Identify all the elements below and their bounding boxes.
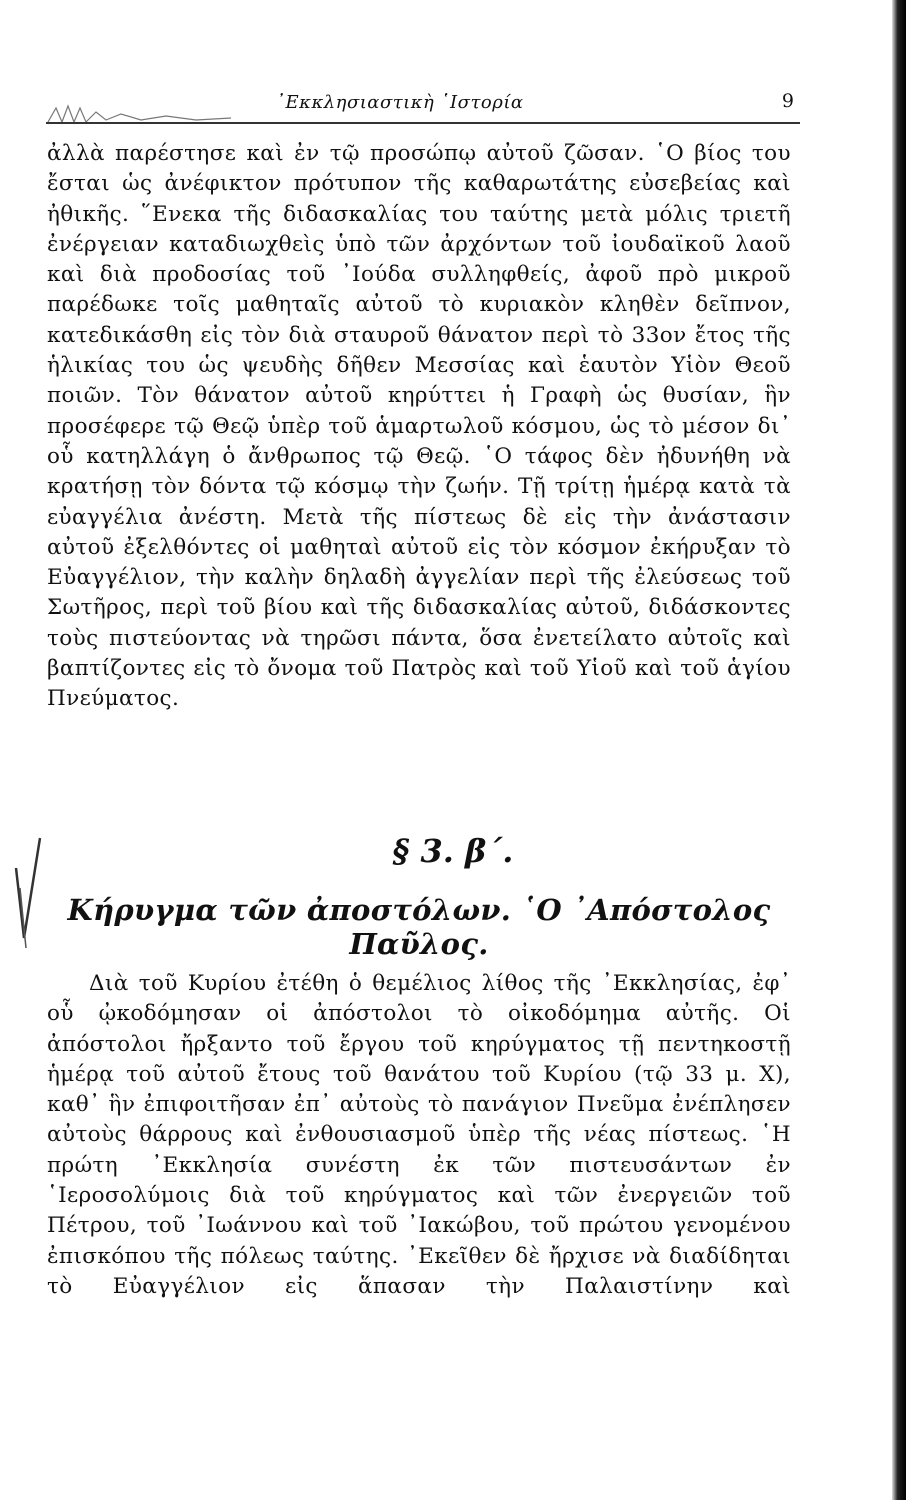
running-title: ᾿Εκκλησιαστικὴ ῾Ιστορία [276, 92, 524, 113]
header-rule [46, 122, 800, 124]
running-header [46, 88, 800, 128]
body-paragraph-2: Διὰ τοῦ Κυρίου ἐτέθη ὁ θεμέλιος λίθος τῆς ᾿Εκκλησίας, ἐφ᾿ οὗ ᾠκοδόμησαν οἱ ἀπόστολοι τὸ οἰκοδόμημα αὐτῆς. Οἱ ἀπόστολοι ἤρξαντο τοῦ ἔργου τοῦ κηρύγματος τῇ πεντηκοστῇ ἡμέρᾳ τοῦ αὐτοῦ ἔτους τοῦ θανάτου τοῦ Κυρίου (τῷ 33 μ. Χ), καθ᾿ ἣν ἐπιφοιτῆσαν ἐπ᾿ αὐτοὺς τὸ πανάγιον Πνεῦμα ἐνέπλησεν αὐτοὺς θάρρους καὶ ἐνθουσιασμοῦ ὑπὲρ τῆς νέας πίστεως. ῾Η πρώτη ᾿Εκκλησία συνέστη ἐκ τῶν πιστευσάντων ἐν ῾Ιεροσολύμοις διὰ τοῦ κηρύγματος καὶ τῶν ἐνεργειῶν τοῦ Πέτρου, τοῦ ᾿Ιωάννου καὶ τοῦ ᾿Ιακώβου, τοῦ πρώτου γενομένου ἐπισκόπου τῆς πόλεως ταύτης. ᾿Εκεῖθεν δὲ ἤρχισε νὰ διαδίδηται τὸ Εὐαγγέλιον εἰς ἅπασαν τὴν Παλαιστίνην καὶ [47, 971, 791, 1299]
body-paragraph-1: ἀλλὰ παρέστησε καὶ ἐν τῷ προσώπῳ αὐτοῦ ζῶσαν. ῾Ο βίος του ἔσται ὡς ἀνέφικτον πρότυπον τῆς καθαρωτάτης εὐσεβείας καὶ ἠθικῆς. ῞Ενεκα τῆς διδασκαλίας του ταύτης μετὰ μόλις τριετῆ ἐνέργειαν καταδιωχθεὶς ὑπὸ τῶν ἀρχόντων τοῦ ἰουδαϊκοῦ λαοῦ καὶ διὰ προδοσίας τοῦ ᾿Ιούδα συλληφθείς, ἀφοῦ πρὸ μικροῦ παρέδωκε τοῖς μαθηταῖς αὐτοῦ τὸ κυριακὸν κληθὲν δεῖπνον, κατεδικάσθη εἰς τὸν διὰ σταυροῦ θάνατον περὶ τὸ 33ον ἔτος τῆς ἡλικίας του ὡς ψευδὴς δῆθεν Μεσσίας καὶ ἑαυτὸν Υἱὸν Θεοῦ ποιῶν. Τὸν θάνατον αὐτοῦ κηρύττει ἡ Γραφὴ ὡς θυσίαν, ἣν προσέφερε τῷ Θεῷ ὑπὲρ τοῦ ἁμαρτωλοῦ κόσμου, ὡς τὸ μέσον δι᾿ οὗ κατηλλάγη ὁ ἄνθρωπος τῷ Θεῷ. ῾Ο τάφος δὲν ἠδυνήθη νὰ κρατήσῃ τὸν δόντα τῷ κόσμῳ τὴν ζωήν. Τῇ τρίτῃ ἡμέρᾳ κατὰ τὰ εὐαγγέλια ἀνέστη. Μετὰ τῆς πίστεως δὲ εἰς τὴν ἀνάστασιν αὐτοῦ ἐξελθόντες οἱ μαθηταὶ αὐτοῦ εἰς τὸν κόσμον ἐκήρυξαν τὸ Εὐαγγέλιον, τὴν καλὴν δηλαδὴ ἀγγελίαν περὶ τῆς ἐλεύσεως τοῦ Σωτῆρος, περὶ τοῦ βίου καὶ τῆς διδασκαλίας αὐτοῦ, διδάσκοντες τοὺς πιστεύοντας νὰ τηρῶσι πάντα, ὅσα ἐνετείλατο αὐτοῖς καὶ βαπτίζοντες εἰς τὸ ὄνομα τοῦ Πατρὸς καὶ τοῦ Υἱοῦ καὶ τοῦ ἁγίου Πνεύματος. [47, 141, 791, 712]
section-title: Κήρυγμα τῶν ἀποστόλων. ῾Ο ᾿Απόστολος Παῦλος. [67, 893, 771, 961]
section-number: § 3. β΄. [392, 832, 514, 870]
page-number: 9 [781, 90, 794, 112]
page-edge-shadow [892, 0, 906, 1500]
